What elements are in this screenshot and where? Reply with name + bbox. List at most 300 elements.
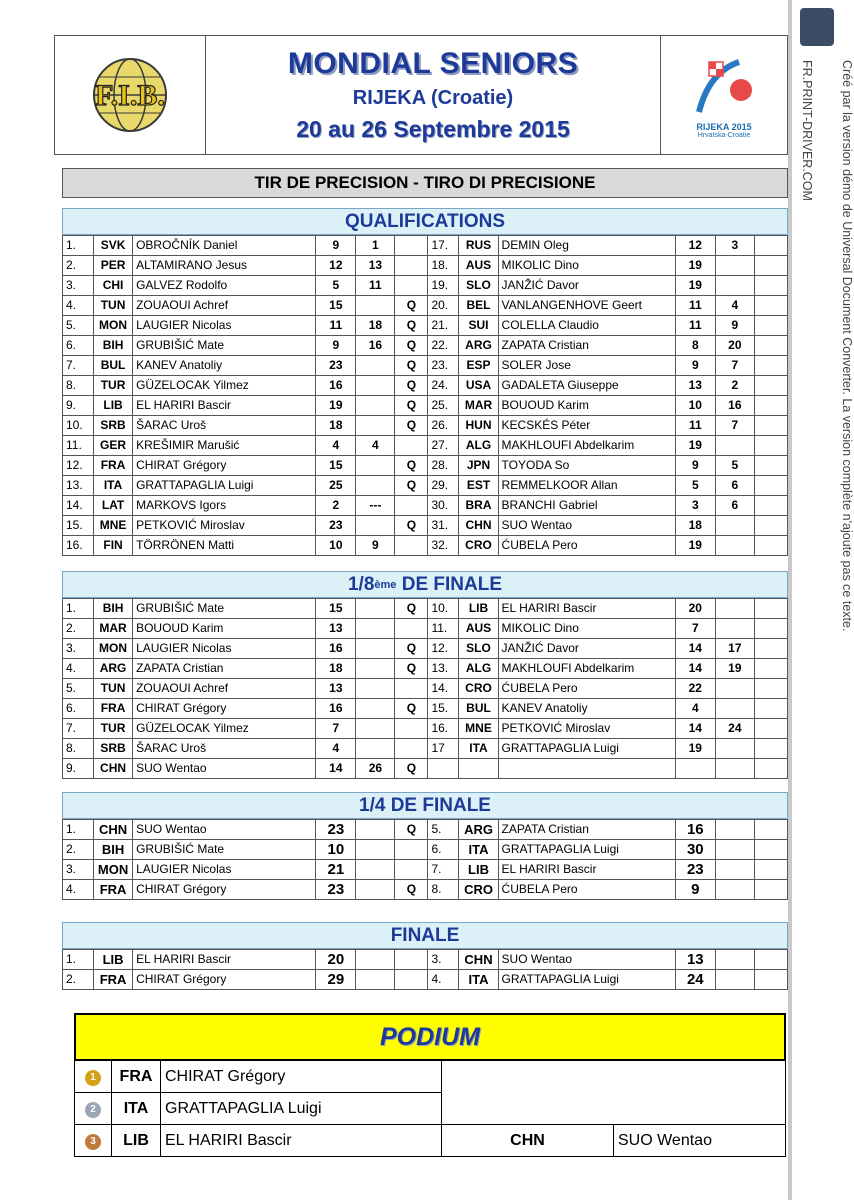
right-rank: 30. xyxy=(428,496,459,516)
right-qualified-mark xyxy=(754,699,787,719)
left-player: LAUGIER Nicolas xyxy=(133,639,316,659)
converter-logo-icon xyxy=(800,8,834,46)
watermark-text: Créé par la version démo de Universal Document Converter. La version complète n'ajoute pas ce texte. xyxy=(840,60,854,632)
right-qualified-mark xyxy=(754,599,787,619)
left-score-2: 4 xyxy=(356,436,395,456)
left-score-2: --- xyxy=(356,496,395,516)
fib-logo-text: F.I.B. xyxy=(95,79,165,112)
left-country: BIH xyxy=(94,336,133,356)
left-qualified-mark: Q xyxy=(395,416,428,436)
left-score-1: 16 xyxy=(316,699,356,719)
fib-logo xyxy=(55,36,206,154)
left-score-1: 11 xyxy=(316,316,356,336)
left-rank: 12. xyxy=(63,456,94,476)
right-score-1: 7 xyxy=(675,619,715,639)
left-score-1: 21 xyxy=(316,860,356,880)
left-qualified-mark xyxy=(395,860,428,880)
fib-globe-icon xyxy=(60,55,200,135)
left-qualified-mark: Q xyxy=(395,336,428,356)
left-country: MNE xyxy=(94,516,133,536)
left-score-1: 18 xyxy=(316,659,356,679)
rijeka-logo-title: RIJEKA 2015 xyxy=(696,121,752,132)
left-score-1: 16 xyxy=(316,639,356,659)
left-country: ITA xyxy=(94,476,133,496)
left-country: TUN xyxy=(94,679,133,699)
right-player: BOUOUD Karim xyxy=(498,396,675,416)
podium-section xyxy=(74,1013,786,1157)
table-row xyxy=(63,256,788,276)
left-qualified-mark xyxy=(395,536,428,556)
right-score-1: 22 xyxy=(675,679,715,699)
right-country: SUI xyxy=(459,316,498,336)
left-qualified-mark: Q xyxy=(395,456,428,476)
table-row xyxy=(63,880,788,900)
right-country: LIB xyxy=(459,599,498,619)
left-country: FIN xyxy=(94,536,133,556)
right-qualified-mark xyxy=(754,296,787,316)
left-score-1: 13 xyxy=(316,619,356,639)
table-row xyxy=(63,356,788,376)
right-country: RUS xyxy=(459,236,498,256)
left-country: BIH xyxy=(94,599,133,619)
left-score-1: 10 xyxy=(316,840,356,860)
left-player: ZOUAOUI Achref xyxy=(133,296,316,316)
right-player: COLELLA Claudio xyxy=(498,316,675,336)
left-player: EL HARIRI Bascir xyxy=(133,950,316,970)
left-player: CHIRAT Grégory xyxy=(133,456,316,476)
page-title: MONDIAL SENIORS xyxy=(287,47,579,80)
right-rank: 8. xyxy=(428,880,459,900)
right-player: KANEV Anatoliy xyxy=(498,699,675,719)
right-player: SUO Wentao xyxy=(498,950,675,970)
left-score-2: 1 xyxy=(356,236,395,256)
right-score-1: 11 xyxy=(675,296,715,316)
left-rank: 16. xyxy=(63,536,94,556)
watermark-shadow xyxy=(788,0,792,1200)
left-rank: 3. xyxy=(63,276,94,296)
right-qualified-mark xyxy=(754,376,787,396)
left-score-2: 16 xyxy=(356,336,395,356)
left-player: EL HARIRI Bascir xyxy=(133,396,316,416)
right-score-2 xyxy=(715,759,754,779)
left-score-2 xyxy=(356,970,395,990)
right-rank: 26. xyxy=(428,416,459,436)
table-row xyxy=(63,820,788,840)
right-player: GRATTAPAGLIA Luigi xyxy=(498,970,675,990)
left-rank: 9. xyxy=(63,759,94,779)
right-country: CHN xyxy=(459,516,498,536)
right-qualified-mark xyxy=(754,536,787,556)
right-player: ZAPATA Cristian xyxy=(498,336,675,356)
left-qualified-mark: Q xyxy=(395,376,428,396)
right-rank: 16. xyxy=(428,719,459,739)
table-row xyxy=(63,416,788,436)
right-country: USA xyxy=(459,376,498,396)
left-score-2 xyxy=(356,296,395,316)
left-player: GÜZELOCAK Yilmez xyxy=(133,719,316,739)
right-qualified-mark xyxy=(754,840,787,860)
left-country: SVK xyxy=(94,236,133,256)
left-country: MON xyxy=(94,860,133,880)
right-qualified-mark xyxy=(754,739,787,759)
left-country: TUR xyxy=(94,376,133,396)
quarter-final-table xyxy=(62,819,788,900)
left-score-1: 23 xyxy=(316,516,356,536)
right-rank: 6. xyxy=(428,840,459,860)
left-country: MON xyxy=(94,316,133,336)
right-qualified-mark xyxy=(754,436,787,456)
watermark-url: FR.PRINT-DRIVER.COM xyxy=(800,60,814,201)
left-score-1: 9 xyxy=(316,336,356,356)
left-rank: 10. xyxy=(63,416,94,436)
left-player: SUO Wentao xyxy=(133,759,316,779)
left-player: GALVEZ Rodolfo xyxy=(133,276,316,296)
left-qualified-mark xyxy=(395,840,428,860)
table-row xyxy=(63,739,788,759)
left-qualified-mark: Q xyxy=(395,659,428,679)
right-qualified-mark xyxy=(754,639,787,659)
right-score-2: 20 xyxy=(715,336,754,356)
right-country: CRO xyxy=(459,880,498,900)
table-row xyxy=(63,759,788,779)
table-row xyxy=(63,699,788,719)
left-player: ZOUAOUI Achref xyxy=(133,679,316,699)
right-country: SLO xyxy=(459,276,498,296)
right-country: EST xyxy=(459,476,498,496)
gold-medal-icon: 1 xyxy=(85,1070,101,1086)
left-score-1: 23 xyxy=(316,356,356,376)
left-rank: 1. xyxy=(63,236,94,256)
podium-country: LIB xyxy=(112,1125,161,1157)
right-qualified-mark xyxy=(754,516,787,536)
right-score-2 xyxy=(715,970,754,990)
right-score-2 xyxy=(715,699,754,719)
left-score-2 xyxy=(356,599,395,619)
left-score-1: 20 xyxy=(316,950,356,970)
right-country: BRA xyxy=(459,496,498,516)
right-rank: 18. xyxy=(428,256,459,276)
left-qualified-mark xyxy=(395,256,428,276)
table-row xyxy=(63,860,788,880)
right-qualified-mark xyxy=(754,456,787,476)
right-player: GRATTAPAGLIA Luigi xyxy=(498,840,675,860)
right-country: BEL xyxy=(459,296,498,316)
podium-country: ITA xyxy=(112,1093,161,1125)
right-player: GADALETA Giuseppe xyxy=(498,376,675,396)
left-score-1: 29 xyxy=(316,970,356,990)
right-score-2 xyxy=(715,739,754,759)
right-player: ĆUBELA Pero xyxy=(498,679,675,699)
left-score-2 xyxy=(356,860,395,880)
right-country: CRO xyxy=(459,679,498,699)
right-score-2: 3 xyxy=(715,236,754,256)
right-score-2 xyxy=(715,256,754,276)
right-rank: 15. xyxy=(428,699,459,719)
left-country: SRB xyxy=(94,739,133,759)
right-qualified-mark xyxy=(754,820,787,840)
left-score-1: 15 xyxy=(316,296,356,316)
right-score-1: 13 xyxy=(675,376,715,396)
left-country: FRA xyxy=(94,880,133,900)
left-country: CHN xyxy=(94,759,133,779)
right-qualified-mark xyxy=(754,416,787,436)
right-rank: 17. xyxy=(428,236,459,256)
right-score-1: 9 xyxy=(675,356,715,376)
left-rank: 2. xyxy=(63,840,94,860)
left-qualified-mark: Q xyxy=(395,759,428,779)
page-subtitle: RIJEKA (Croatie) xyxy=(352,87,514,109)
left-country: BIH xyxy=(94,840,133,860)
left-score-2 xyxy=(356,950,395,970)
left-rank: 6. xyxy=(63,699,94,719)
left-score-2: 11 xyxy=(356,276,395,296)
left-player: PETKOVIĆ Miroslav xyxy=(133,516,316,536)
right-country xyxy=(459,759,498,779)
left-rank: 2. xyxy=(63,619,94,639)
right-rank xyxy=(428,759,459,779)
left-score-1: 16 xyxy=(316,376,356,396)
podium-name: GRATTAPAGLIA Luigi xyxy=(161,1093,442,1125)
right-score-1: 30 xyxy=(675,840,715,860)
right-country: ARG xyxy=(459,336,498,356)
left-country: PER xyxy=(94,256,133,276)
left-qualified-mark: Q xyxy=(395,316,428,336)
left-rank: 3. xyxy=(63,860,94,880)
eighth-final-section xyxy=(62,571,788,779)
right-score-1: 11 xyxy=(675,416,715,436)
table-row xyxy=(63,516,788,536)
right-country: ARG xyxy=(459,820,498,840)
podium-name-2: SUO Wentao xyxy=(614,1125,786,1157)
left-rank: 4. xyxy=(63,880,94,900)
eighth-final-title: 1/8 ème DE FINALE xyxy=(62,571,788,598)
left-score-2 xyxy=(356,619,395,639)
left-score-2 xyxy=(356,820,395,840)
qualifications-title: QUALIFICATIONS xyxy=(62,208,788,235)
podium-name: CHIRAT Grégory xyxy=(161,1061,442,1093)
left-score-2 xyxy=(356,719,395,739)
left-score-1: 14 xyxy=(316,759,356,779)
final-section xyxy=(62,922,788,990)
right-country: ITA xyxy=(459,970,498,990)
left-score-2 xyxy=(356,476,395,496)
right-score-2 xyxy=(715,840,754,860)
right-score-2: 17 xyxy=(715,639,754,659)
table-row xyxy=(63,659,788,679)
table-row xyxy=(63,296,788,316)
table-row xyxy=(63,316,788,336)
right-score-2 xyxy=(715,619,754,639)
right-score-2: 7 xyxy=(715,356,754,376)
right-country: MAR xyxy=(459,396,498,416)
podium-row-bronze xyxy=(75,1125,786,1157)
table-row xyxy=(63,950,788,970)
left-score-1: 4 xyxy=(316,739,356,759)
left-country: GER xyxy=(94,436,133,456)
right-rank: 13. xyxy=(428,659,459,679)
right-score-1: 10 xyxy=(675,396,715,416)
right-country: JPN xyxy=(459,456,498,476)
right-country: ITA xyxy=(459,840,498,860)
right-score-1 xyxy=(675,759,715,779)
right-player: JANŽIĆ Davor xyxy=(498,276,675,296)
table-row xyxy=(63,496,788,516)
right-player: ĆUBELA Pero xyxy=(498,880,675,900)
left-player: TÖRRÖNEN Matti xyxy=(133,536,316,556)
right-rank: 22. xyxy=(428,336,459,356)
right-score-1: 19 xyxy=(675,739,715,759)
table-row xyxy=(63,719,788,739)
right-rank: 28. xyxy=(428,456,459,476)
right-qualified-mark xyxy=(754,236,787,256)
right-qualified-mark xyxy=(754,256,787,276)
left-score-1: 4 xyxy=(316,436,356,456)
right-score-2: 6 xyxy=(715,476,754,496)
right-rank: 17 xyxy=(428,739,459,759)
left-player: CHIRAT Grégory xyxy=(133,970,316,990)
right-player: EL HARIRI Bascir xyxy=(498,599,675,619)
left-score-2: 18 xyxy=(356,316,395,336)
left-rank: 8. xyxy=(63,739,94,759)
bronze-medal-icon: 3 xyxy=(85,1134,101,1150)
left-score-1: 9 xyxy=(316,236,356,256)
right-score-2 xyxy=(715,536,754,556)
right-qualified-mark xyxy=(754,356,787,376)
right-country: LIB xyxy=(459,860,498,880)
left-rank: 8. xyxy=(63,376,94,396)
right-score-1: 14 xyxy=(675,659,715,679)
left-player: OBROČNÍK Daniel xyxy=(133,236,316,256)
right-rank: 21. xyxy=(428,316,459,336)
left-score-1: 13 xyxy=(316,679,356,699)
left-qualified-mark: Q xyxy=(395,699,428,719)
right-rank: 24. xyxy=(428,376,459,396)
right-player xyxy=(498,759,675,779)
podium-row-gold xyxy=(75,1061,786,1093)
right-rank: 3. xyxy=(428,950,459,970)
right-qualified-mark xyxy=(754,659,787,679)
right-rank: 11. xyxy=(428,619,459,639)
left-score-2 xyxy=(356,356,395,376)
right-qualified-mark xyxy=(754,970,787,990)
quarter-final-title: 1/4 DE FINALE xyxy=(62,792,788,819)
right-score-1: 23 xyxy=(675,860,715,880)
right-rank: 14. xyxy=(428,679,459,699)
left-score-1: 7 xyxy=(316,719,356,739)
right-player: REMMELKOOR Allan xyxy=(498,476,675,496)
left-qualified-mark: Q xyxy=(395,356,428,376)
left-score-1: 25 xyxy=(316,476,356,496)
right-rank: 19. xyxy=(428,276,459,296)
right-score-1: 24 xyxy=(675,970,715,990)
left-rank: 4. xyxy=(63,659,94,679)
left-score-1: 12 xyxy=(316,256,356,276)
right-qualified-mark xyxy=(754,719,787,739)
left-rank: 7. xyxy=(63,356,94,376)
left-rank: 9. xyxy=(63,396,94,416)
final-table xyxy=(62,949,788,990)
right-rank: 12. xyxy=(428,639,459,659)
left-qualified-mark: Q xyxy=(395,820,428,840)
right-qualified-mark xyxy=(754,619,787,639)
right-qualified-mark xyxy=(754,880,787,900)
right-score-1: 4 xyxy=(675,699,715,719)
left-player: LAUGIER Nicolas xyxy=(133,316,316,336)
right-country: BUL xyxy=(459,699,498,719)
podium-table xyxy=(74,1060,786,1157)
right-qualified-mark xyxy=(754,496,787,516)
right-rank: 23. xyxy=(428,356,459,376)
left-score-2 xyxy=(356,376,395,396)
left-qualified-mark xyxy=(395,236,428,256)
left-rank: 11. xyxy=(63,436,94,456)
right-score-2 xyxy=(715,950,754,970)
left-score-1: 2 xyxy=(316,496,356,516)
right-qualified-mark xyxy=(754,476,787,496)
left-qualified-mark xyxy=(395,496,428,516)
left-player: GRUBIŠIĆ Mate xyxy=(133,336,316,356)
right-player: JANŽIĆ Davor xyxy=(498,639,675,659)
right-player: VANLANGENHOVE Geert xyxy=(498,296,675,316)
left-score-2 xyxy=(356,456,395,476)
left-rank: 14. xyxy=(63,496,94,516)
left-rank: 5. xyxy=(63,316,94,336)
left-qualified-mark xyxy=(395,950,428,970)
left-country: ARG xyxy=(94,659,133,679)
left-player: CHIRAT Grégory xyxy=(133,880,316,900)
left-qualified-mark: Q xyxy=(395,296,428,316)
left-player: SUO Wentao xyxy=(133,820,316,840)
left-score-2 xyxy=(356,516,395,536)
right-score-2 xyxy=(715,599,754,619)
right-player: TOYODA So xyxy=(498,456,675,476)
document-header xyxy=(54,35,788,155)
right-qualified-mark xyxy=(754,679,787,699)
right-score-2: 7 xyxy=(715,416,754,436)
left-score-1: 18 xyxy=(316,416,356,436)
podium-country-2: CHN xyxy=(442,1125,614,1157)
left-rank: 2. xyxy=(63,256,94,276)
left-rank: 1. xyxy=(63,599,94,619)
left-rank: 1. xyxy=(63,950,94,970)
right-score-2 xyxy=(715,880,754,900)
left-country: FRA xyxy=(94,456,133,476)
left-score-2 xyxy=(356,416,395,436)
right-score-2: 2 xyxy=(715,376,754,396)
left-country: LAT xyxy=(94,496,133,516)
table-row xyxy=(63,236,788,256)
eighth-final-table xyxy=(62,598,788,779)
left-score-1: 15 xyxy=(316,599,356,619)
event-dates: 20 au 26 Septembre 2015 xyxy=(296,116,570,142)
right-country: SLO xyxy=(459,639,498,659)
table-row xyxy=(63,396,788,416)
table-row xyxy=(63,476,788,496)
left-qualified-mark xyxy=(395,739,428,759)
left-score-1: 23 xyxy=(316,820,356,840)
right-score-1: 19 xyxy=(675,256,715,276)
left-country: FRA xyxy=(94,699,133,719)
right-country: ALG xyxy=(459,436,498,456)
left-score-1: 10 xyxy=(316,536,356,556)
left-score-2: 13 xyxy=(356,256,395,276)
left-country: TUR xyxy=(94,719,133,739)
right-qualified-mark xyxy=(754,336,787,356)
right-score-2: 9 xyxy=(715,316,754,336)
left-player: GRATTAPAGLIA Luigi xyxy=(133,476,316,496)
silver-medal-icon: 2 xyxy=(85,1102,101,1118)
left-rank: 15. xyxy=(63,516,94,536)
